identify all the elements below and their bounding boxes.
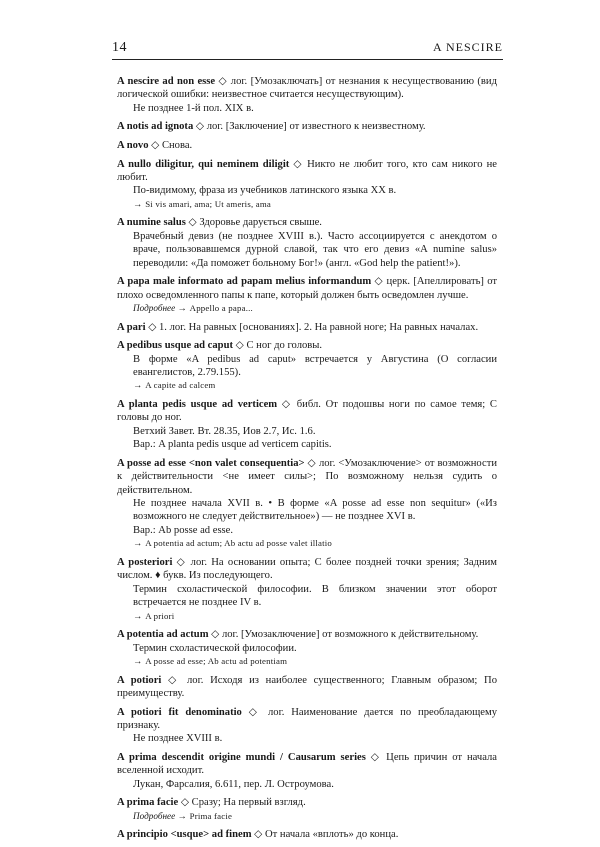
entry-definition: ◇ С ног до головы. bbox=[233, 340, 323, 352]
entry-note: Термин схоластической философии. bbox=[133, 642, 297, 654]
dictionary-entry bbox=[117, 158, 497, 212]
header-rule bbox=[112, 59, 503, 60]
dictionary-entry bbox=[117, 828, 497, 841]
entry-headword: A notis ad ignota bbox=[117, 121, 194, 133]
entry-headword: A nullo diligitur, qui neminem diligit bbox=[117, 158, 290, 170]
cross-reference-target: A priori bbox=[145, 610, 175, 621]
cross-reference-target: A capite ad calcem bbox=[145, 380, 216, 391]
entry-note: Не позднее начала XVII в. • В форме «A posse ad esse non sequitur» («Из возможного не следует действительное») — не позднее XVI в. bbox=[133, 498, 497, 523]
arrow-right-icon: → bbox=[133, 655, 143, 666]
cross-reference bbox=[117, 537, 497, 550]
entry-definition: ◇ лог. [Умозаключать] от незнания к несуществованию (вид логической ошибки: неизвестное считается несуществующим). bbox=[117, 76, 497, 101]
entry-definition: ◇ лог. Исходя из наиболее существенного; Главным образом; По преимуществу. bbox=[117, 674, 497, 699]
arrow-right-icon: → bbox=[133, 538, 143, 549]
entry-definition: ◇ лог. Наименование дается по преобладающему признаку. bbox=[117, 706, 497, 731]
cross-reference-label: Подробнее bbox=[133, 303, 176, 314]
running-title: A NESCIRE bbox=[432, 40, 503, 54]
cross-reference bbox=[117, 655, 497, 668]
cross-reference-label: Подробнее bbox=[133, 810, 176, 821]
dictionary-entry bbox=[117, 706, 497, 746]
entry-note: Ветхий Завет. Вт. 28.35, Иов 2.7, Ис. 1.6. bbox=[133, 425, 316, 437]
entry-definition: ◇ лог. [Заключение] от известного к неизвестному. bbox=[193, 121, 426, 133]
entries-column bbox=[117, 75, 497, 847]
dictionary-entry bbox=[117, 275, 497, 315]
entry-note: Не позднее 1-й пол. XIX в. bbox=[133, 102, 254, 114]
dictionary-entry bbox=[117, 796, 497, 823]
entry-note: Не позднее XVIII в. bbox=[133, 733, 223, 745]
entry-headword: A nescire ad non esse bbox=[117, 76, 216, 87]
entry-headword: A pari bbox=[117, 321, 146, 333]
dictionary-entry bbox=[117, 457, 497, 551]
dictionary-entry bbox=[117, 75, 497, 115]
arrow-right-icon: → bbox=[133, 610, 143, 621]
entry-headword: A prima descendit origine mundi / Causarum series bbox=[117, 751, 366, 763]
arrow-right-icon: → bbox=[133, 380, 143, 391]
entry-headword: A principio <usque> ad finem bbox=[117, 829, 252, 841]
entry-note: Термин схоластической философии. В близком значении этот оборот встречается не позднее IV в. bbox=[133, 583, 497, 609]
entry-definition: ◇ Сразу; На первый взгляд. bbox=[178, 797, 306, 809]
cross-reference-target: Prima facie bbox=[189, 810, 233, 821]
entry-variant: Вар.: A planta pedis usque ad verticem capitis. bbox=[133, 439, 332, 451]
entry-headword: A potiori bbox=[117, 674, 162, 686]
dictionary-entry bbox=[117, 139, 497, 152]
dictionary-entry bbox=[117, 120, 497, 133]
entry-definition: ◇ Цепь причин от начала вселенной исходит. bbox=[117, 751, 498, 777]
entry-headword: A papa male informato ad papam melius informandum bbox=[117, 276, 372, 288]
dictionary-entry bbox=[117, 556, 497, 623]
entry-definition: ◇ Здоровье дарується свыше. bbox=[185, 217, 322, 229]
entry-note: В форме «A pedibus ad caput» встречается у Августина (О согласии евангелистов, 2.79.155). bbox=[133, 353, 497, 379]
cross-reference bbox=[117, 198, 497, 211]
entry-headword: A posse ad esse <non valet consequentia> bbox=[117, 457, 305, 469]
entry-note: Врачебный девиз (не позднее XVIII в.). Часто ассоциируется с анекдотом о враче, пользовавшемся дурной славой, так что его девиз «A numine salus» переводили: «Да поможет больному Бог!» (англ. «God help the patient!»). bbox=[133, 230, 497, 269]
cross-reference bbox=[117, 379, 497, 392]
cross-reference-target: A posse ad esse; Ab actu ad potentiam bbox=[145, 655, 288, 666]
entry-headword: A potiori fit denominatio bbox=[117, 706, 242, 718]
entry-definition: ◇ 1. лог. На равных [основаниях]. 2. На равной ноге; На равных началах. bbox=[145, 321, 479, 333]
cross-reference-target: Appello a papa... bbox=[189, 303, 253, 314]
entry-headword: A planta pedis usque ad verticem bbox=[117, 399, 278, 411]
dictionary-entry bbox=[117, 751, 497, 791]
dictionary-entry bbox=[117, 216, 497, 270]
cross-reference bbox=[117, 302, 497, 315]
entry-definition: ◇ лог. [Умозаключение] от возможного к действительному. bbox=[208, 629, 479, 641]
entry-headword: A posteriori bbox=[117, 556, 173, 568]
dictionary-entry bbox=[117, 339, 497, 393]
cross-reference bbox=[117, 610, 497, 623]
entry-headword: A numine salus bbox=[117, 217, 186, 229]
entry-variant: Вар.: Ab posse ad esse. bbox=[133, 524, 234, 536]
page-number: 14 bbox=[112, 40, 127, 55]
cross-reference bbox=[117, 810, 497, 823]
entry-headword: A pedibus usque ad caput bbox=[117, 340, 233, 352]
entry-headword: A potentia ad actum bbox=[117, 629, 209, 641]
entry-definition: ◇ церк. [Апеллировать] от плохо осведомленного папы к папе, который должен быть осведомлен лучше. bbox=[117, 276, 498, 301]
entry-definition: ◇ лог. <Умозаключение> от возможности к действительности <не имеет силы>; По возможному нельзя судить о действительном. bbox=[117, 457, 497, 496]
entry-definition: ◇ лог. На основании опыта; С более поздней точки зрения; Задним числом. ♦ букв. Из последующего. bbox=[117, 556, 497, 582]
dictionary-entry bbox=[117, 321, 497, 334]
dictionary-entry bbox=[117, 628, 497, 668]
entry-definition: ◇ Никто не любит того, кто сам никого не любит. bbox=[117, 158, 498, 183]
entry-definition: ◇ библ. От подошвы ноги по самое темя; С головы до ног. bbox=[117, 399, 497, 424]
entry-definition: ◇ Снова. bbox=[148, 140, 193, 151]
entry-note: Лукан, Фарсалия, 6.611, пер. Л. Остроумова. bbox=[133, 778, 334, 790]
cross-reference-target: A potentia ad actum; Ab actu ad posse valet illatio bbox=[145, 538, 333, 549]
entry-headword: A novo bbox=[117, 140, 149, 151]
dictionary-entry bbox=[117, 398, 497, 452]
entry-note: По-видимому, фраза из учебников латинского языка XX в. bbox=[133, 185, 397, 197]
page-header bbox=[112, 40, 503, 56]
arrow-right-icon: → bbox=[177, 810, 187, 821]
arrow-right-icon: → bbox=[177, 303, 187, 314]
entry-definition: ◇ От начала «вплоть» до конца. bbox=[251, 829, 399, 841]
arrow-right-icon: → bbox=[133, 198, 143, 209]
dictionary-entry bbox=[117, 674, 497, 701]
cross-reference-target: Si vis amari, ama; Ut ameris, ama bbox=[145, 198, 272, 209]
entry-headword: A prima facie bbox=[117, 797, 179, 809]
